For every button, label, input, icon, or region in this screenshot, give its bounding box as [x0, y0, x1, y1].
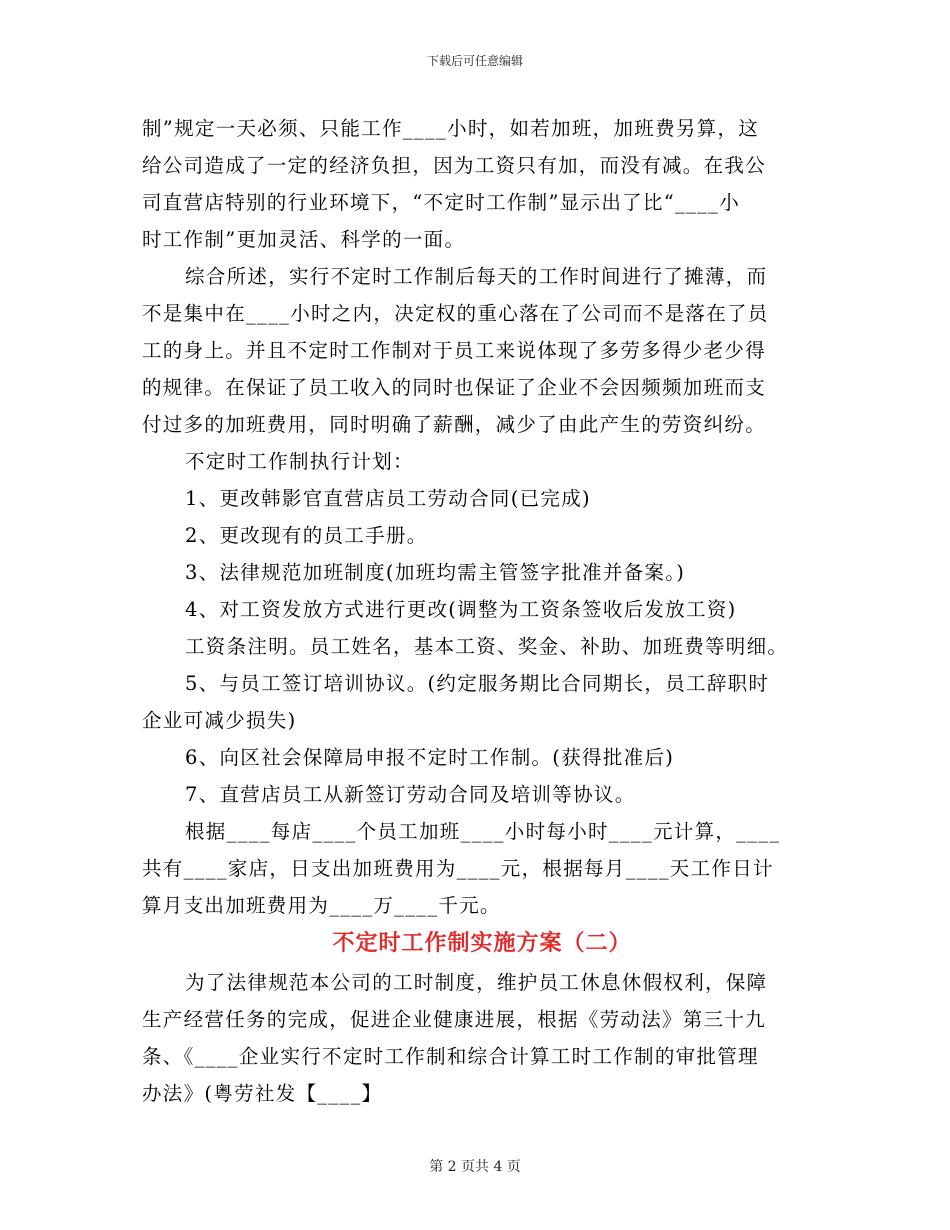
- plan-item-note: 工资条注明。员工姓名，基本工资、奖金、补助、加班费等明细。: [185, 635, 789, 658]
- document-body: [142, 110, 822, 1112]
- paragraph-line: 算月支出加班费用为____万____千元。: [142, 894, 501, 917]
- paragraph-line: 付过多的加班费用，同时明确了薪酬，减少了由此产生的劳资纠纷。: [142, 413, 767, 436]
- plan-item-continued: 企业可减少损失): [142, 709, 297, 732]
- plan-item: 6、向区社会保障局申报不定时工作制。(获得批准后): [185, 746, 675, 769]
- paragraph-line: 生产经营任务的完成，促进企业健康进展，根据《劳动法》第三十九: [142, 1008, 767, 1031]
- paragraph-line: 的规律。在保证了员工收入的同时也保证了企业不会因频频加班而支: [142, 376, 767, 399]
- plan-item: 7、直营店员工从新签订劳动合同及培训等协议。: [185, 783, 636, 806]
- paragraph-line: 给公司造成了一定的经济负担，因为工资只有加，而没有减。在我公: [142, 154, 767, 177]
- paragraph-line: 条、《____企业实行不定时工作制和综合计算工时工作制的审批管理: [142, 1045, 759, 1068]
- plan-item: 2、更改现有的员工手册。: [185, 524, 428, 547]
- paragraph-line: 综合所述，实行不定时工作制后每天的工作时间进行了摊薄，而: [185, 265, 768, 288]
- section-title: 不定时工作制实施方案（二）: [332, 931, 632, 956]
- paragraph-line: 制”规定一天必须、只能工作____小时，如若加班，加班费另算，这: [142, 117, 760, 140]
- plan-item: 5、与员工签订培训协议。(约定服务期比合同期长，员工辞职时: [185, 672, 770, 695]
- paragraph-line: 时工作制”更加灵活、科学的一面。: [142, 228, 466, 251]
- paragraph-line: 不是集中在____小时之内，决定权的重心落在了公司而不是落在了员: [142, 302, 769, 325]
- paragraph-line: 工的身上。并且不定时工作制对于员工来说体现了多劳多得少老少得: [142, 339, 767, 362]
- page-header: 下载后可任意编辑: [426, 54, 523, 68]
- page-footer: 第 2 页共 4 页: [429, 1159, 521, 1175]
- plan-item: 1、更改韩影官直营店员工劳动合同(已完成): [185, 487, 591, 510]
- paragraph-line: 司直营店特别的行业环境下，“不定时工作制”显示出了比“____小: [142, 191, 741, 214]
- plan-item: 4、对工资发放方式进行更改(调整为工资条签收后发放工资): [185, 598, 737, 621]
- paragraph-line: 共有____家店，日支出加班费用为____元，根据每月____天工作日计: [142, 857, 774, 880]
- paragraph-line: 为了法律规范本公司的工时制度，维护员工休息休假权利，保障: [185, 971, 768, 994]
- plan-item: 3、法律规范加班制度(加班均需主管签字批准并备案。): [185, 561, 686, 584]
- paragraph-line: 办法》(粤劳社发【____】: [142, 1082, 383, 1105]
- plan-heading: 不定时工作制执行计划：: [185, 450, 414, 473]
- paragraph-line: 根据____每店____个员工加班____小时每小时____元计算，____: [185, 820, 781, 843]
